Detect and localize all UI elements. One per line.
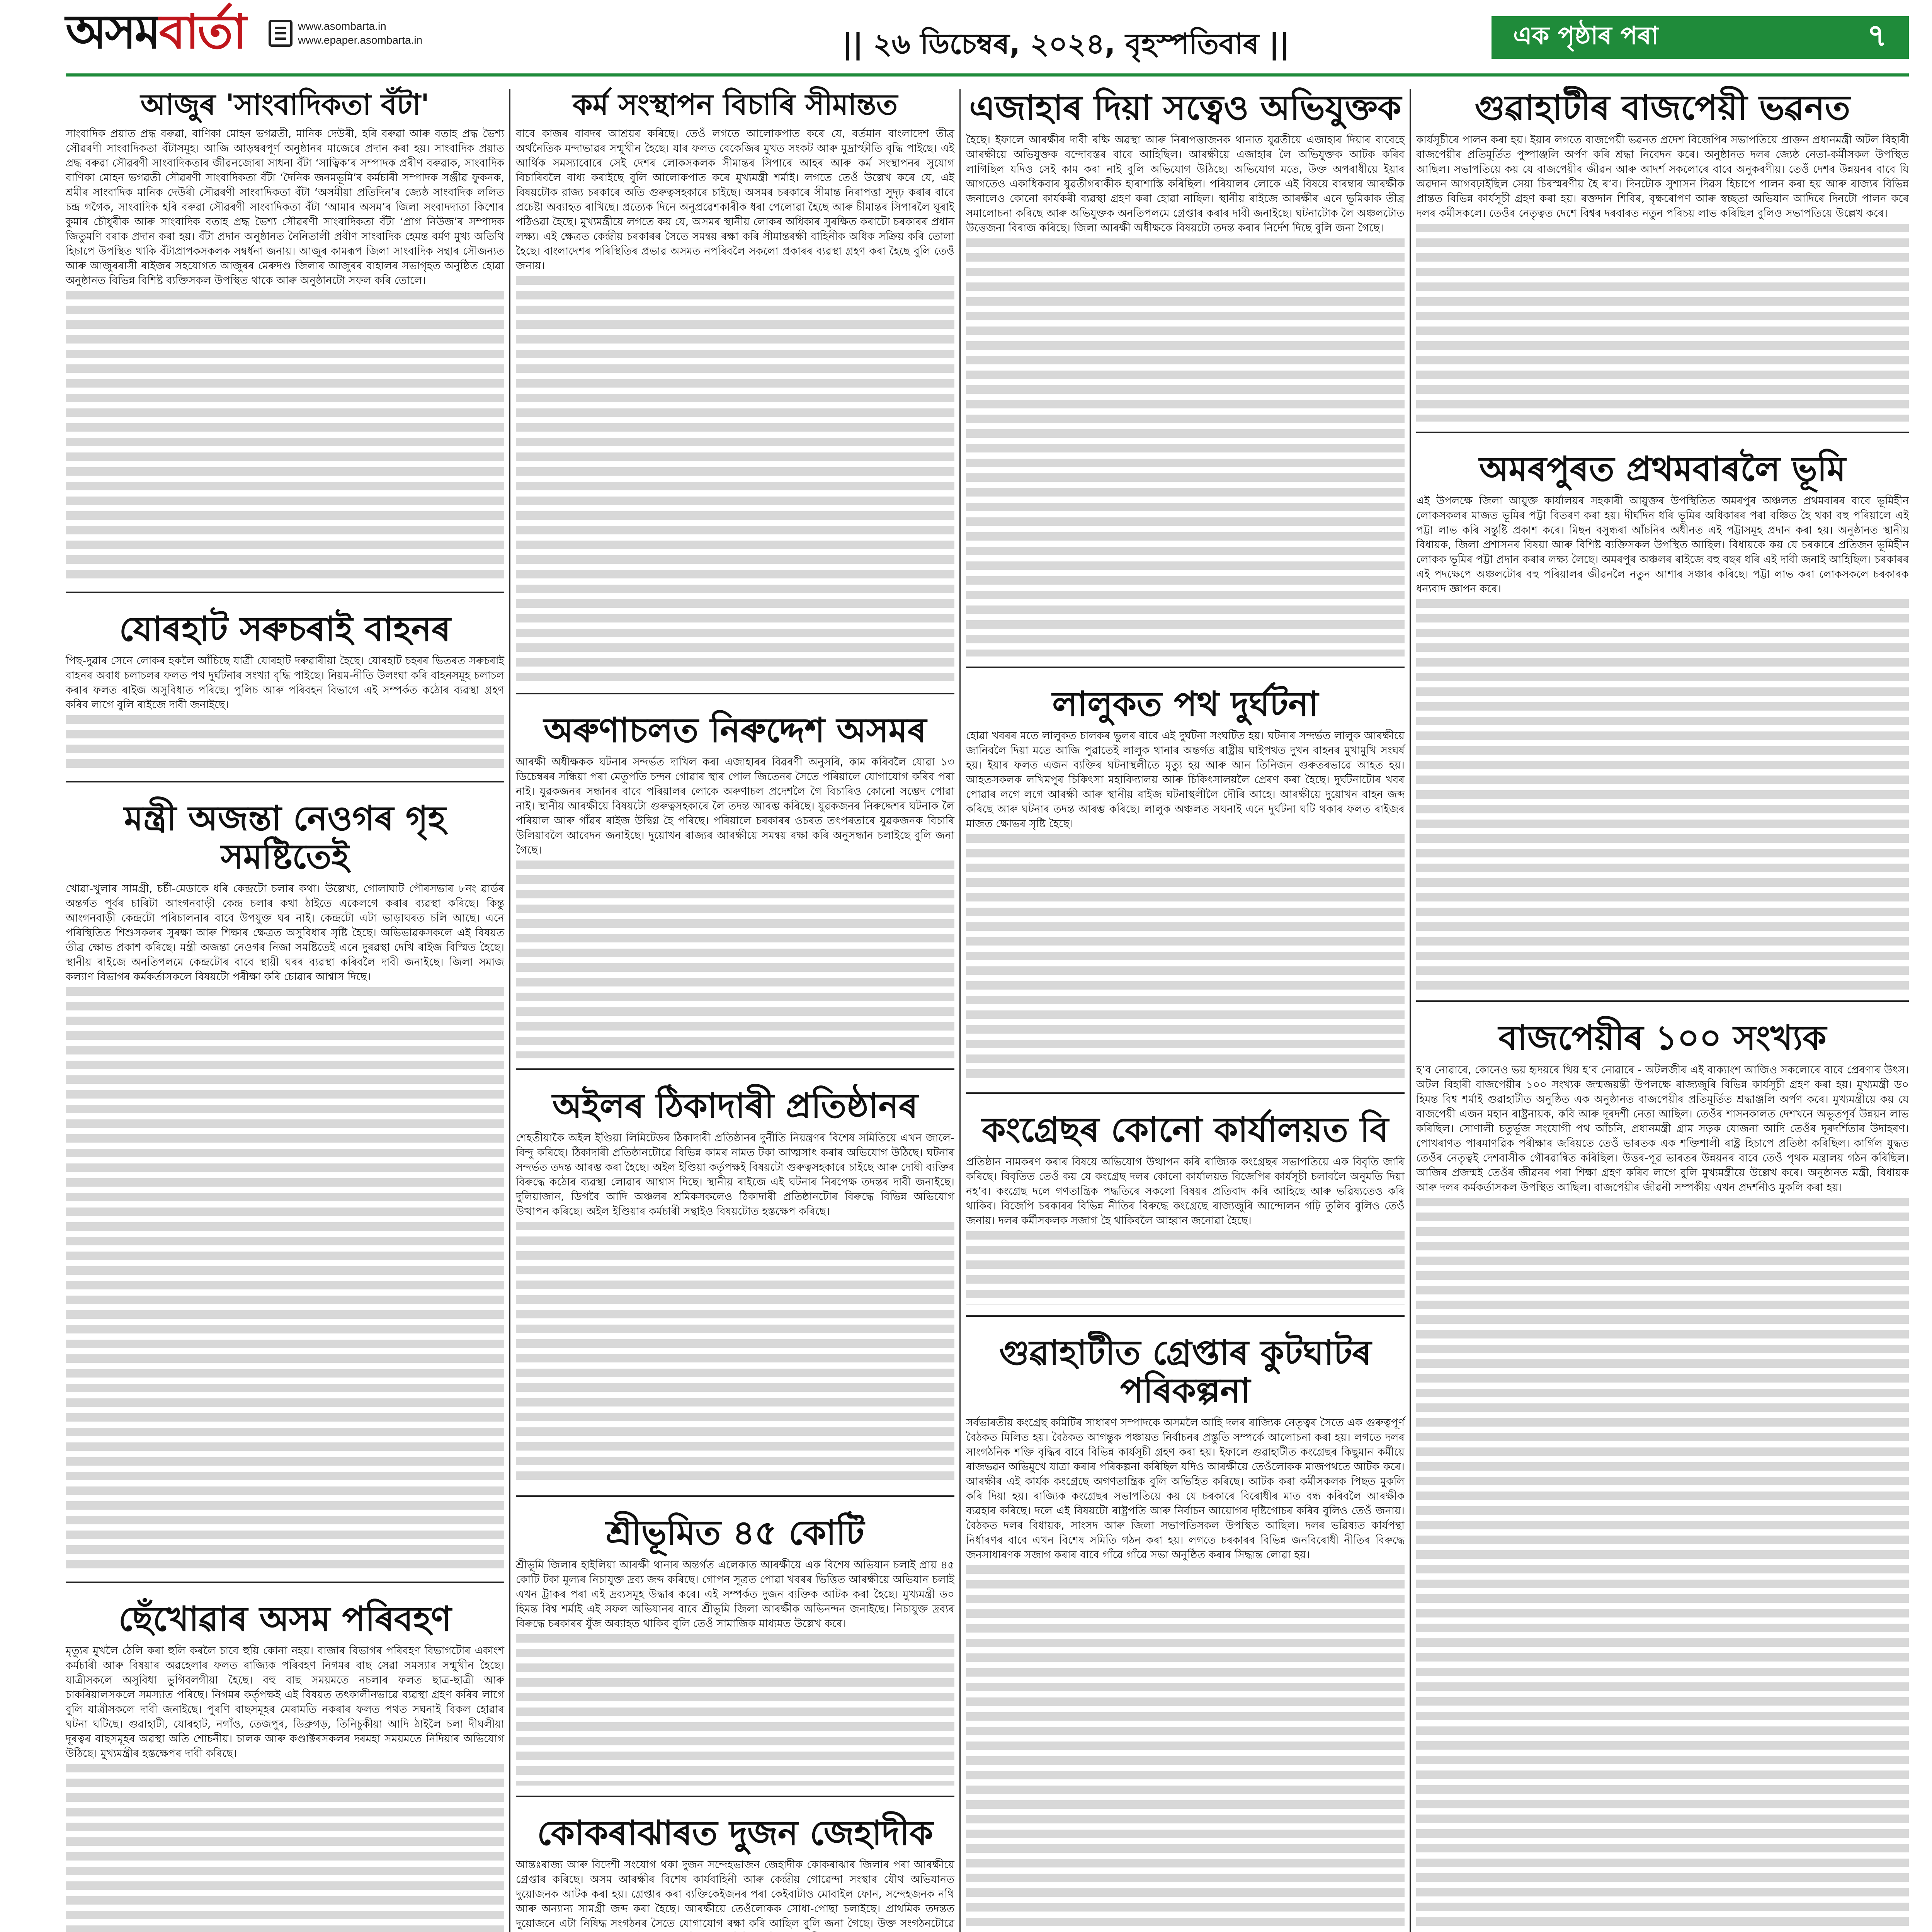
web-icon — [269, 20, 293, 47]
story-headline[interactable]: অইলৰ ঠিকাদাৰী প্ৰতিষ্ঠানৰ — [552, 1086, 918, 1126]
story-ajanta-neog — [66, 799, 504, 1583]
logo-accent-text: বাৰ্তা — [159, 3, 245, 59]
column-divider — [959, 89, 961, 1932]
story-border-employment — [516, 89, 954, 694]
masthead — [0, 0, 1932, 81]
story-headline[interactable]: গুৱাহাটীত গ্ৰেপ্তাৰ কুটঘাটৰ পৰিকল্পনা — [999, 1332, 1372, 1411]
story-divider — [516, 1796, 954, 1797]
story-headline[interactable]: এজাহাৰ দিয়া সত্বেও অভিযুক্তক — [969, 88, 1401, 128]
story-oil-contractor — [516, 1087, 954, 1497]
story-body-continued — [516, 273, 954, 683]
story-laluk-accident — [966, 685, 1405, 1094]
story-transport — [66, 1600, 504, 1932]
story-body-continued — [66, 288, 504, 582]
story-kokrajhar — [516, 1814, 954, 1932]
story-body-continued — [66, 712, 504, 771]
story-body: হোৱা খবৰৰ মতে লালুকত চালকৰ ভুলৰ বাবে এই দুৰ্ঘটনা সংঘটিত হয়। ঘটনাৰ সন্দৰ্ভত লালুক আৰক্ষীয়ে জানিবলৈ দিয়া মতে আজি পুৱাতেই লালুক থানাৰ অন্তৰ্গত ৰাষ্ট্ৰীয় ঘাইপথত দুখন বাহনৰ মুখামুখি সংঘৰ্ষ হয়। ইয়াৰ ফলত এজন ব্যক্তিৰ ঘটনাস্থলীতে মৃত্যু হয় আৰু আন তিনিজন গুৰুতৰভাৱে আহত হয়। আহতসকলক লখিমপুৰ চিকিৎসা মহাবিদ্যালয় আৰু চিকিৎসালয়লৈ প্ৰেৰণ কৰা হৈছে। দুৰ্ঘটনাটোৰ খবৰ পোৱাৰ লগে লগে আৰক্ষী আৰু স্থানীয় ৰাইজ ঘটনাস্থলীলৈ দৌৰি আহে। আৰক্ষীয়ে দুয়োখন বাহন জব্দ কৰিছে আৰু ঘটনাৰ তদন্ত আৰম্ভ কৰিছে। লালুক অঞ্চলত সঘনাই এনে দুৰ্ঘটনা ঘটি থকাৰ ফলত ৰাইজৰ মাজত ক্ষোভৰ সৃষ্টি হৈছে। — [966, 730, 1405, 830]
story-divider — [966, 667, 1405, 668]
story-body: প্ৰতিষ্ঠান নামকৰণ কৰাৰ বিষয়ে অভিযোগ উত্থাপন কৰি ৰাজ্যিক কংগ্ৰেছৰ সভাপতিয়ে এক বিবৃতি জাৰি কৰিছে। বিবৃতিত তেওঁ কয় যে কংগ্ৰেছ দলৰ কোনো কাৰ্যালয়ত বিজেপিৰ কাৰ্যসূচী চলাবলৈ অনুমতি দিয়া নহ’ব। কংগ্ৰেছ দলে গণতান্ত্ৰিক পদ্ধতিৰে সকলো বিষয়ৰ প্ৰতিবাদ কৰি আহিছে আৰু ভৱিষ্যতেও কৰি থাকিব। বিজেপি চৰকাৰৰ বিভিন্ন নীতিৰ বিৰুদ্ধে কংগ্ৰেছে ৰাজ্যজুৰি আন্দোলন গঢ়ি তুলিব বুলিও তেওঁ জনায়। দলৰ কৰ্মীসকলক সজাগ হৈ থাকিবলৈ আহ্বান জনোৱা হৈছে। — [966, 1155, 1405, 1227]
story-divider — [1416, 1000, 1909, 1002]
story-body: কাৰ্যসূচীৰে পালন কৰা হয়। ইয়াৰ লগতে বাজপেয়ী ভৱনত প্ৰদেশ বিজেপিৰ সভাপতিয়ে প্ৰাক্তন প্ৰধানমন্ত্ৰী অটল বিহাৰী বাজপেয়ীৰ প্ৰতিমূৰ্তিত পুষ্পাঞ্জলি অৰ্পণ কৰি শ্ৰদ্ধা নিবেদন কৰে। অনুষ্ঠানত দলৰ জ্যেষ্ঠ নেতা-কৰ্মীসকল উপস্থিত আছিল। সভাপতিয়ে কয় যে বাজপেয়ীৰ জীৱন আৰু আদৰ্শ সকলোৰে বাবে অনুকৰণীয়। তেওঁ দেশৰ উন্নয়নৰ বাবে যি অৱদান আগবঢ়াইছিল সেয়া চিৰস্মৰণীয় হৈ ৰ’ব। দিনটোক সুশাসন দিৱস হিচাপে পালন কৰা হয় আৰু ৰাজ্যৰ বিভিন্ন প্ৰান্তত বিভিন্ন কাৰ্যসূচী গ্ৰহণ কৰা হয়। ৰক্তদান শিবিৰ, বৃক্ষৰোপণ আৰু স্বচ্ছতা অভিযান আদিৰে দিনটো পালন কৰে দলৰ কৰ্মীসকলে। তেওঁৰ নেতৃত্বত দেশে বিশ্বৰ দৰবাৰত নতুন পৰিচয় লাভ কৰিছিল বুলিও সভাপতিয়ে উল্লেখ কৰে। — [1416, 133, 1909, 219]
story-headline[interactable]: ছেঁখোৱাৰ অসম পৰিবহণ — [118, 1599, 452, 1639]
column-4 — [1416, 89, 1909, 1932]
story-body: হৈছে। ইফালে আৰক্ষীৰ দাবী ৰক্ষি অৱস্থা আৰু নিৰাপত্তাজনক থানাত যুৱতীয়ে এজাহাৰ দিয়াৰ বাবেহে আৰক্ষীয়ে অভিযুক্তক বন্দোবস্তৰ বাবে আহিছিল। আৰক্ষীয়ে এজাহাৰ লৈ অভিযুক্তক আটক কৰিব লাগিছিল যদিও সেই কাম কৰা নাই বুলি অভিযোগ উঠিছে। অভিযোগ মতে, উক্ত অপৰাধীয়ে ইয়াৰ আগতেও একাধিকবাৰ যুৱতীগৰাকীক হাৰাশাস্তি কৰিছিল। পৰিয়ালৰ লোকে এই বিষয়ে বাৰম্বাৰ আৰক্ষীক জনালেও কোনো কাৰ্যকৰী ব্যৱস্থা গ্ৰহণ কৰা হোৱা নাছিল। স্থানীয় ৰাইজে আৰক্ষীৰ এনে ভূমিকাক তীব্ৰ সমালোচনা কৰিছে আৰু অভিযুক্তক অনতিপলমে গ্ৰেপ্তাৰ কৰাৰ দাবী জনাইছে। ঘটনাটোক লৈ অঞ্চলটোত উত্তেজনা বিৰাজ কৰিছে। জিলা আৰক্ষী অধীক্ষকে বিষয়টো তদন্ত কৰাৰ নিৰ্দেশ দিছে বুলি জনা গৈছে। — [966, 133, 1405, 234]
story-body: শেহতীয়াকৈ অইল ইণ্ডিয়া লিমিটেডৰ ঠিকাদাৰী প্ৰতিষ্ঠানৰ দুৰ্নীতি নিয়ন্ত্ৰণৰ বিশেষ সমিতিয়ে এখন জালে-বিন্দু কৰিছে। ঠিকাদাৰী প্ৰতিষ্ঠানটোৱে বিভিন্ন কামৰ নামত টকা আত্মসাৎ কৰাৰ অভিযোগ উঠিছে। ঘটনাৰ সন্দৰ্ভত তদন্ত আৰম্ভ কৰা হৈছে। অইল ইণ্ডিয়া কৰ্তৃপক্ষই বিষয়টো গুৰুত্বসহকাৰে চাইছে আৰু দোষী ব্যক্তিৰ বিৰুদ্ধে কঠোৰ ব্যৱস্থা লোৱাৰ আশ্বাস দিছে। স্থানীয় ৰাইজে এই ঘটনাৰ নিৰপেক্ষ তদন্তৰ দাবী জনাইছে। দুলিয়াজান, ডিগবৈ আদি অঞ্চলৰ শ্ৰমিকসকলেও ঠিকাদাৰী প্ৰতিষ্ঠানটোৰ বিৰুদ্ধে বিভিন্ন অভিযোগ উত্থাপন কৰিছে। অইল ইণ্ডিয়াৰ কৰ্মচাৰী সন্থাইও বিষয়টোত হস্তক্ষেপ কৰিছে। — [516, 1131, 954, 1218]
epaper-url[interactable]: www.epaper.asombarta.in — [298, 34, 423, 46]
story-body-continued — [516, 1631, 954, 1786]
story-headline[interactable]: অৰুণাচলত নিৰুদ্দেশ অসমৰ — [544, 710, 927, 750]
story-headline[interactable]: শ্ৰীভূমিত ৪৫ কোটি — [606, 1512, 864, 1553]
logo-main-text: অসম — [66, 3, 159, 59]
story-jorhat-vehicles — [66, 610, 504, 783]
story-divider — [1416, 432, 1909, 433]
story-body-continued — [1416, 221, 1909, 422]
story-headline[interactable]: মন্ত্ৰী অজন্তা নেওগৰ গৃহ সমষ্টিতেই — [124, 798, 446, 876]
story-arunachal-missing — [516, 711, 954, 1070]
story-body-continued — [1416, 596, 1909, 990]
story-body-continued — [516, 1219, 954, 1485]
story-body-continued — [966, 235, 1405, 656]
story-body-continued — [1416, 1195, 1909, 1932]
story-sangbadikata-award — [66, 89, 504, 593]
masthead-rule — [66, 73, 1909, 77]
website-block — [269, 19, 422, 47]
story-body: সাংবাদিক প্ৰয়াত প্ৰদ্ধ বৰুৱা, বাণিকা মোহন ভগৱতী, মানিক দেউৰী, হৰি বৰুৱা আৰু বতাহ প্ৰদ্ধ ভৈশ্য সৌৱৰণী সাংবাদিকতা বঁটাসমূহ। আজি আড়ম্বৰপূৰ্ণ অনুষ্ঠানৰ মাজেৰে প্ৰদান কৰা হয়। সাংবাদিক প্ৰয়াত প্ৰদ্ধ বৰুৱা সৌৱৰণী সাংবাদিকতাৰ জীৱনজোৰা সাধনা বঁটা ‘সাত্বিক’ৰ সম্পাদক প্ৰৰীণ বৰুৱাক, সাংবাদিক বাণিকা মোহন ভগৱতী সৌৱৰণী সাংবাদিকতা বঁটা ‘দৈনিক জনমভূমি’ৰ কৰ্মচাৰী সম্পাদক সঞ্জীৱ ফুকনক, শ্ৰমীৰ সাংবাদিক মানিক দেউৰী সৌৱৰণী সাংবাদিকতা বঁটা ‘অসমীয়া প্ৰতিদিন’ৰ জ্যেষ্ঠ সাংবাদিক ললিত চন্দ্ৰ গগৈক, সাংবাদিক হৰি বৰুৱা সৌৱৰণী সাংবাদিকতা বঁটা ‘আমাৰ অসম’ৰ জিলা সংবাদদাতা কিশোৰ কুমাৰ চৌধুৰীক আৰু সাংবাদিক বতাহ প্ৰদ্ধ ভৈশ্য সৌৱৰণী সাংবাদিকতা বঁটা ‘প্ৰাগ নিউজ’ৰ সম্পাদক জিতুমণি বৰাক প্ৰদান কৰা হয়। বঁটা প্ৰদান অনুষ্ঠানত নৈনিতালী প্ৰবীণ সাংবাদিক হেমন্ত বৰ্মণ মুখ্য অতিথি হিচাপে উপস্থিত থাকি বঁটাপ্ৰাপকসকলক সম্বৰ্ধনা জনায়। আজুৰ কামৰূপ জিলা সাংবাদিক সন্থাৰ সৌজন্যত আৰু আজুৰৰাসী ৰাইজৰ সহযোগত আজুৰৰ মেৰুদণ্ড জিলাৰ আজুৰৰ বাহালৰ সভাগৃহত অনুষ্ঠিত হোৱা অনুষ্ঠানত বিভিন্ন বিশিষ্ট ব্যক্তিসকল উপস্থিত থাকে আৰু অনুষ্ঠানটো সফল কৰি তোলে। — [66, 127, 504, 287]
story-body: খোৱা-খুলাৰ সামগ্ৰী, চৰ্চী-মেডাকে ধৰি কেন্দ্ৰটো চলাৰ কথা। উল্লেখ্য, গোলাঘাট পৌৰসভাৰ ৮নং ৱাৰ্ডৰ অন্তৰ্গত পূৰ্বৰ চাৰিটা আংগনবাড়ী কেন্দ্ৰ চলাৰ কথা ঠাইতে একেলগে কৰাৰ ব্যৱস্থা কৰিছে। কিন্তু আংগনবাড়ী কেন্দ্ৰটো পৰিচালনাৰ বাবে উপযুক্ত ঘৰ নাই। কেন্দ্ৰটো এটা ভাড়াঘৰত চলি আছে। এনে পৰিস্থিতিত শিশুসকলৰ সুৰক্ষা আৰু শিক্ষাৰ ক্ষেত্ৰত অসুবিধাৰ সৃষ্টি হৈছে। অভিভাৱকসকলে এই বিষয়ত তীব্ৰ ক্ষোভ প্ৰকাশ কৰিছে। মন্ত্ৰী অজন্তা নেওগৰ নিজা সমষ্টিতেই এনে দুৰৱস্থা দেখি ৰাইজ বিস্মিত হৈছে। স্থানীয় ৰাইজে অনতিপলমে কেন্দ্ৰটোৰ বাবে স্থায়ী ঘৰৰ ব্যৱস্থা কৰিবলৈ দাবী জনাইছে। জিলা সমাজ কল্যাণ বিভাগৰ কৰ্মকৰ্তাসকলে বিষয়টো পৰীক্ষা কৰি চোৱাৰ আশ্বাস দিছে। — [66, 882, 504, 983]
story-body-continued — [66, 984, 504, 1571]
story-body-continued — [966, 1228, 1405, 1305]
story-divider — [516, 1068, 954, 1070]
column-divider — [509, 89, 510, 1932]
story-body-continued — [966, 1562, 1405, 1932]
story-headline[interactable]: অমৰপুৰত প্ৰথমবাৰলৈ ভূমি — [1479, 449, 1846, 489]
story-guwahati-arrest — [966, 1334, 1405, 1932]
story-headline[interactable]: গুৱাহাটীৰ বাজপেয়ী ভৱনত — [1475, 88, 1850, 128]
story-body: পিছ-দুৱাৰ সেনে লোকৰ হকলৈ আঁচিছে যাত্ৰী যোৰহাট দৰুৱাৰীয়া হৈছে। যোৰহাট চহৰৰ ভিতৰত সৰুচৰাই বাহনৰ অবাধ চলাচলৰ ফলত পথ দুৰ্ঘটনাৰ সংখ্যা বৃদ্ধি পাইছে। নিয়ম-নীতি উলংঘা কৰি বাহনসমূহ চলাচল কৰাৰ ফলত ৰাইজ অসুবিধাত পৰিছে। পুলিচ আৰু পৰিবহন বিভাগে এই সম্পৰ্কত কঠোৰ ব্যৱস্থা গ্ৰহণ কৰিব লাগে বুলি ৰাইজে দাবী জনাইছে। — [66, 655, 504, 711]
story-congress-office — [966, 1111, 1405, 1317]
story-headline[interactable]: কৰ্ম সংস্থাপন বিচাৰি সীমান্তত — [572, 88, 898, 121]
story-body-continued — [516, 857, 954, 1058]
story-bajpayee-bhawan — [1416, 89, 1909, 433]
website-url[interactable]: www.asombarta.in — [298, 20, 386, 32]
story-headline[interactable]: যোৰহাট সৰুচৰাই বাহনৰ — [119, 609, 451, 649]
story-sribhumi — [516, 1514, 954, 1797]
column-2 — [516, 89, 954, 1932]
story-divider — [66, 781, 504, 782]
story-body: এই উপলক্ষে জিলা আয়ুক্ত কাৰ্যালয়ৰ সহকাৰী আয়ুক্তৰ উপস্থিতিত অমৰপুৰ অঞ্চলত প্ৰথমবাৰৰ বাবে ভূমিহীন লোকসকলৰ মাজত ভূমিৰ পট্টা বিতৰণ কৰা হয়। দীৰ্ঘদিন ধৰি ভূমিৰ অধিকাৰৰ পৰা বঞ্চিত হৈ থকা বহু পৰিয়ালে এই পট্টা লাভ কৰি সন্তুষ্টি প্ৰকাশ কৰে। মিছন বসুন্ধৰা আঁচনিৰ অধীনত এই পট্টাসমূহ প্ৰদান কৰা হয়। অনুষ্ঠানত স্থানীয় বিধায়ক, জিলা প্ৰশাসনৰ বিষয়া আৰু বিশিষ্ট ব্যক্তিসকল উপস্থিত আছিল। বিধায়কে কয় যে চৰকাৰে প্ৰতিজন ভূমিহীন লোকক ভূমিৰ পট্টা প্ৰদান কৰাৰ লক্ষ্য লৈছে। অমৰপুৰ অঞ্চলৰ ৰাইজে বহু বছৰ ধৰি এই দাবী জনাই আহিছিল। চৰকাৰৰ এই পদক্ষেপে অঞ্চলটোৰ বহু পৰিয়ালৰ জীৱনলৈ নতুন আশাৰ সঞ্চাৰ কৰিছে। পট্টা লাভ কৰা লোকসকলে চৰকাৰক ধন্যবাদ জ্ঞাপন কৰে। — [1416, 495, 1909, 595]
story-amarpur-land — [1416, 450, 1909, 1002]
story-headline[interactable]: বাজপেয়ীৰ ১০০ সংখ্যক — [1498, 1018, 1827, 1058]
page-number: ৭ — [1867, 17, 1887, 53]
story-divider — [966, 1315, 1405, 1317]
story-body-continued — [966, 831, 1405, 1082]
story-headline[interactable]: কংগ্ৰেছৰ কোনো কাৰ্যালয়ত বি — [982, 1110, 1389, 1150]
story-divider — [516, 1495, 954, 1497]
page-continuation-tag — [1492, 16, 1909, 59]
story-body: মৃত্যুৰ মুখলৈ ঠেলি কৰা হুলি কৰলৈ চাবে হুয়ি কোনা নহয়। বাজাৰ বিভাগৰ পৰিবহণ বিভাগটোৰ একাংশ কৰ্মচাৰী আৰু বিষয়াৰ অৱহেলাৰ ফলত ৰাজ্যিক পৰিবহণ নিগমৰ বাছ সেৱা সমস্যাৰ সন্মুখীন হৈছে। যাত্ৰীসকলে অসুবিধা ভুগিবলগীয়া হৈছে। বহু বাছ সময়মতে নচলাৰ ফলত ছাত্ৰ-ছাত্ৰী আৰু চাকৰিয়ালসকলে সমস্যাত পৰিছে। নিগমৰ কৰ্তৃপক্ষই এই বিষয়ত তৎকালীনভাৱে ব্যৱস্থা গ্ৰহণ কৰিব লাগে বুলি যাত্ৰীসকলে দাবী জনাইছে। পুৰণি বাছসমূহৰ মেৰামতি নকৰাৰ ফলত পথত সঘনাই বিকল হোৱাৰ ঘটনা ঘটিছে। গুৱাহাটী, যোৰহাট, নগাঁও, তেজপুৰ, ডিব্ৰুগড়, তিনিচুকীয়া আদি ঠাইলৈ চলা দীঘলীয়া দূৰত্বৰ বাছসমূহৰ অৱস্থা অতি শোচনীয়। চালক আৰু কণ্ডাক্টৰসকলৰ দৰমহা সময়মতে নিদিয়াৰ অভিযোগ উঠিছে। মুখ্যমন্ত্ৰীৰ হস্তক্ষেপৰ দাবী কৰিছে। — [66, 1645, 504, 1760]
story-divider — [966, 1092, 1405, 1094]
story-divider — [516, 693, 954, 694]
story-body: হ’ব নোৱাৰে, কোনেও ভয় হৃদয়ৰে থিয় হ’ব নোৱাৰে - অটলজীৰ এই বাক্যাংশ আজিও সকলোৰে বাবে প্ৰেৰণাৰ উৎস। অটল বিহাৰী বাজপেয়ীৰ ১০০ সংখ্যক জন্মজয়ন্তী উপলক্ষে ৰাজ্যজুৰি বিভিন্ন কাৰ্যসূচী গ্ৰহণ কৰা হয়। মুখ্যমন্ত্ৰী ড০ হিমন্ত বিশ্ব শৰ্মাই গুৱাহাটীত অনুষ্ঠিত এক অনুষ্ঠানত বাজপেয়ীৰ প্ৰতিমূৰ্তিত শ্ৰদ্ধাঞ্জলি অৰ্পণ কৰে। মুখ্যমন্ত্ৰীয়ে কয় যে বাজপেয়ী এজন মহান ৰাষ্ট্ৰনায়ক, কবি আৰু দূৰদৰ্শী নেতা আছিল। তেওঁৰ শাসনকালত দেশখনে অভূতপূৰ্ব উন্নয়ন লাভ কৰিছিল। সোণালী চতুৰ্ভূজ সংযোগী পথ আঁচনি, প্ৰধানমন্ত্ৰী গ্ৰাম সড়ক যোজনা আদি তেওঁৰ দূৰদৰ্শিতাৰ উদাহৰণ। পোখৰাণত পাৰমাণৱিক পৰীক্ষাৰ জৰিয়তে তেওঁ ভাৰতক এক শক্তিশালী ৰাষ্ট্ৰ হিচাপে প্ৰতিষ্ঠা কৰিছিল। কাৰ্গিল যুদ্ধত তেওঁৰ নেতৃত্বই দেশবাসীক গৌৰৱান্বিত কৰিছিল। উত্তৰ-পূৱ ভাৰতৰ উন্নয়নৰ বাবে তেওঁ পৃথক মন্ত্ৰালয় গঠন কৰিছিল। আজিৰ প্ৰজন্মই তেওঁৰ জীৱনৰ পৰা শিক্ষা গ্ৰহণ কৰিব লাগে বুলি মুখ্যমন্ত্ৰীয়ে উল্লেখ কৰে। অনুষ্ঠানত মন্ত্ৰী, বিধায়ক আৰু দলৰ কৰ্মকৰ্তাসকল উপস্থিত আছিল। বাজপেয়ীৰ জীৱনী সম্পৰ্কীয় এখন প্ৰদৰ্শনীও মুকলি কৰা হয়। — [1416, 1063, 1909, 1194]
website-urls — [298, 19, 422, 47]
story-body: আন্তঃৰাজ্য আৰু বিদেশী সংযোগ থকা দুজন সন্দেহভাজন জেহাদীক কোকৰাঝাৰ জিলাৰ পৰা আৰক্ষীয়ে গ্ৰেপ্তাৰ কৰিছে। অসম আৰক্ষীৰ বিশেষ কাৰ্যবাহিনী আৰু কেন্দ্ৰীয় গোৱেন্দা সংস্থাৰ যৌথ অভিযানত দুয়োজনক আটক কৰা হয়। গ্ৰেপ্তাৰ কৰা ব্যক্তিকেইজনৰ পৰা কেইবাটাও মোবাইল ফোন, সন্দেহজনক নথি আৰু অন্যান্য সামগ্ৰী জব্দ কৰা হৈছে। আৰক্ষীয়ে তেওঁলোকক সোধা-পোছা চলাইছে। প্ৰাথমিক তদন্তত দুয়োজনে এটা নিষিদ্ধ সংগঠনৰ সৈতে যোগাযোগ ৰক্ষা কৰি আছিল বুলি জনা গৈছে। উক্ত সংগঠনটোৱে — [516, 1859, 954, 1930]
story-body-continued — [66, 1761, 504, 1932]
story-divider — [66, 592, 504, 593]
newspaper-logo[interactable] — [66, 5, 245, 63]
story-body: আৰক্ষী অধীক্ষকক ঘটনাৰ সন্দৰ্ভত দাখিল কৰা এজাহাৰৰ বিৱৰণী অনুসৰি, কাম কৰিবলৈ যোৱা ১৩ ডিচেম্বৰৰ সন্ধিয়া পৰা মেতুপতি চন্দন গোৱাৰ স্থাৰ পোল জিতেনৰ সৈতে পৰিয়ালে যোগাযোগ কৰিব পৰা নাই। যুৱকজনৰ সন্ধানৰ বাবে পৰিয়ালৰ লোকে অৰুণাচল প্ৰদেশলৈ গৈ বিচাৰিও কোনো সম্ভেদ পোৱা নাই। স্থানীয় আৰক্ষীয়ে বিষয়টো গুৰুত্বসহকাৰে লৈ তদন্ত আৰম্ভ কৰিছে। যুৱকজনৰ নিৰুদ্দেশৰ ঘটনাক লৈ পৰিয়াল আৰু গাঁৱৰ ৰাইজ উদ্বিগ্ন হৈ পৰিছে। পৰিয়ালে চৰকাৰৰ ওচৰত তৎপৰতাৰে যুৱকজনক বিচাৰি উলিয়াবলৈ আবেদন জনাইছে। দুয়োখন ৰাজ্যৰ আৰক্ষীয়ে সমন্বয় ৰক্ষা কৰি অনুসন্ধান চলাইছে বুলি জনা গৈছে। — [516, 756, 954, 857]
story-headline[interactable]: লালুকত পথ দুৰ্ঘটনা — [1052, 684, 1318, 724]
story-fir-accused — [966, 89, 1405, 668]
column-divider — [1410, 89, 1411, 1932]
story-headline[interactable]: কোকৰাঝাৰত দুজন জেহাদীক — [537, 1813, 934, 1853]
story-bajpayee-100 — [1416, 1019, 1909, 1932]
column-3 — [966, 89, 1405, 1932]
section-tag-label: এক পৃষ্ঠাৰ পৰা — [1513, 21, 1658, 50]
story-headline[interactable]: আজুৰ 'সাংবাদিকতা বঁটা' — [140, 88, 430, 121]
story-body: বাবে কাজৰ বাবদৰ আশ্ৰয়ৰ কৰিছে। তেওঁ লগতে আলোকপাত কৰে যে, বৰ্তমান বাংলাদেশ তীব্ৰ অৰ্থনৈতিক মন্দাভাৱৰ সন্মুখীন হৈছে। যাৰ ফলত বেকেজিৰ মুখত সংকট আৰু মুদ্ৰাস্ফীতি বৃদ্ধি পাইছে। এই আৰ্থিক সমস্যাবোৰে সেই দেশৰ লোকসকলক সীমান্তৰ সিপাৰে আহৰ আৰু কৰ্ম সংস্থাপনৰ সুযোগ বিচাৰিবলৈ বাধ্য কৰাইছে বুলি আলোকপাত কৰে মুখ্যমন্ত্ৰী শৰ্মাই। লগতে তেওঁ উল্লেখ কৰে যে, এই বিষয়টোক রাজ্য চৰকাৰে অতি গুৰুত্বসহকাৰে চাইছে। অসমৰ চৰকাৰে সীমান্ত নিৰাপত্তা সুদৃঢ় কৰাৰ বাবে প্ৰচেষ্টা অব্যাহত ৰাখিছে। প্ৰত্যেক দিনে অনুপ্ৰৱেশকাৰীক ধৰা পেলোৱা হৈছে আৰু চীমান্তৰ সিপাৰলৈ ঘূৰাই পঠিওৱা হৈছে। মুখ্যমন্ত্ৰীয়ে লগতে কয় যে, অসমৰ স্থানীয় লোকৰ অধিকাৰ সুৰক্ষিত কৰাটো চৰকাৰৰ প্ৰধান লক্ষ্য। এই ক্ষেত্ৰত কেন্দ্ৰীয় চৰকাৰৰ সৈতে সমন্বয় ৰক্ষা কৰি সীমান্তৰক্ষী বাহিনীক অধিক সক্ৰিয় কৰি তোলা হৈছে। বাংলাদেশৰ পৰিস্থিতিৰ প্ৰভাৱ অসমত নপৰিবলৈ সকলো প্ৰকাৰৰ ব্যৱস্থা গ্ৰহণ কৰা হৈছে বুলি তেওঁ জনায়। — [516, 127, 954, 272]
story-body: সৰ্বভাৰতীয় কংগ্ৰেছ কমিটিৰ সাধাৰণ সম্পাদকে অসমলৈ আহি দলৰ ৰাজ্যিক নেতৃত্বৰ সৈতে এক গুৰুত্বপূৰ্ণ বৈঠকত মিলিত হয়। বৈঠকত আগন্তুক পঞ্চায়ত নিৰ্বাচনৰ প্ৰস্তুতি সম্পৰ্কে আলোচনা কৰা হয়। লগতে দলৰ সাংগঠনিক শক্তি বৃদ্ধিৰ বাবে বিভিন্ন কাৰ্যসূচী গ্ৰহণ কৰা হয়। ইফালে গুৱাহাটীত কংগ্ৰেছৰ কিছুমান কৰ্মীয়ে ৰাজভৱন অভিমুখে যাত্ৰা কৰাৰ পৰিকল্পনা কৰিছিল যদিও আৰক্ষীয়ে তেওঁলোকক মাজপথতে আটক কৰে। আৰক্ষীৰ এই কাৰ্যক কংগ্ৰেছে অগণতান্ত্ৰিক বুলি অভিহিত কৰিছে। আটক কৰা কৰ্মীসকলক পিছত মুকলি কৰি দিয়া হয়। ৰাজ্যিক কংগ্ৰেছৰ সভাপতিয়ে কয় যে চৰকাৰে বিৰোধীৰ মাত বন্ধ কৰিবলৈ আৰক্ষীক ব্যৱহাৰ কৰিছে। দলে এই বিষয়টো ৰাষ্ট্ৰপতি আৰু নিৰ্বাচন আয়োগৰ দৃষ্টিগোচৰ কৰিব বুলিও তেওঁ জনায়। বৈঠকত দলৰ বিধায়ক, সাংসদ আৰু জিলা সভাপতিসকল উপস্থিত আছিল। দলৰ ভৱিষ্যত কাৰ্যপন্থা নিৰ্ধাৰণৰ বাবে এখন বিশেষ সমিতি গঠন কৰা হয়। লগতে চৰকাৰৰ বিভিন্ন জনবিৰোধী নীতিৰ বিৰুদ্ধে জনসাধাৰণক সজাগ কৰাৰ বাবে গাঁৱে গাঁৱে সভা অনুষ্ঠিত কৰাৰ সিদ্ধান্ত লোৱা হয়। — [966, 1416, 1405, 1561]
issue-date: || ২৬ ডিচেম্বৰ, ২০২৪, বৃহস্পতিবাৰ || — [842, 27, 1290, 61]
story-divider — [66, 1582, 504, 1583]
story-body: শ্ৰীভূমি জিলাৰ হাইলিয়া আৰক্ষী থানাৰ অন্তৰ্গত এলেকাত আৰক্ষীয়ে এক বিশেষ অভিযান চলাই প্ৰায় ৪৫ কোটি টকা মূল্যৰ নিচাযুক্ত দ্ৰব্য জব্দ কৰিছে। গোপন সূত্ৰত পোৱা খবৰৰ ভিত্তিত আৰক্ষীয়ে অভিযান চলাই এখন ট্ৰাকৰ পৰা এই দ্ৰব্যসমূহ উদ্ধাৰ কৰে। এই সম্পৰ্কত দুজন ব্যক্তিক আটক কৰা হৈছে। মুখ্যমন্ত্ৰী ড০ হিমন্ত বিশ্ব শৰ্মাই এই সফল অভিযানৰ বাবে শ্ৰীভূমি জিলা আৰক্ষীক অভিনন্দন জনাইছে। নিচাযুক্ত দ্ৰব্যৰ বিৰুদ্ধে চৰকাৰৰ যুঁজ অব্যাহত থাকিব বুলি তেওঁ সামাজিক মাধ্যমত উল্লেখ কৰে। — [516, 1558, 954, 1630]
column-1 — [66, 89, 504, 1932]
